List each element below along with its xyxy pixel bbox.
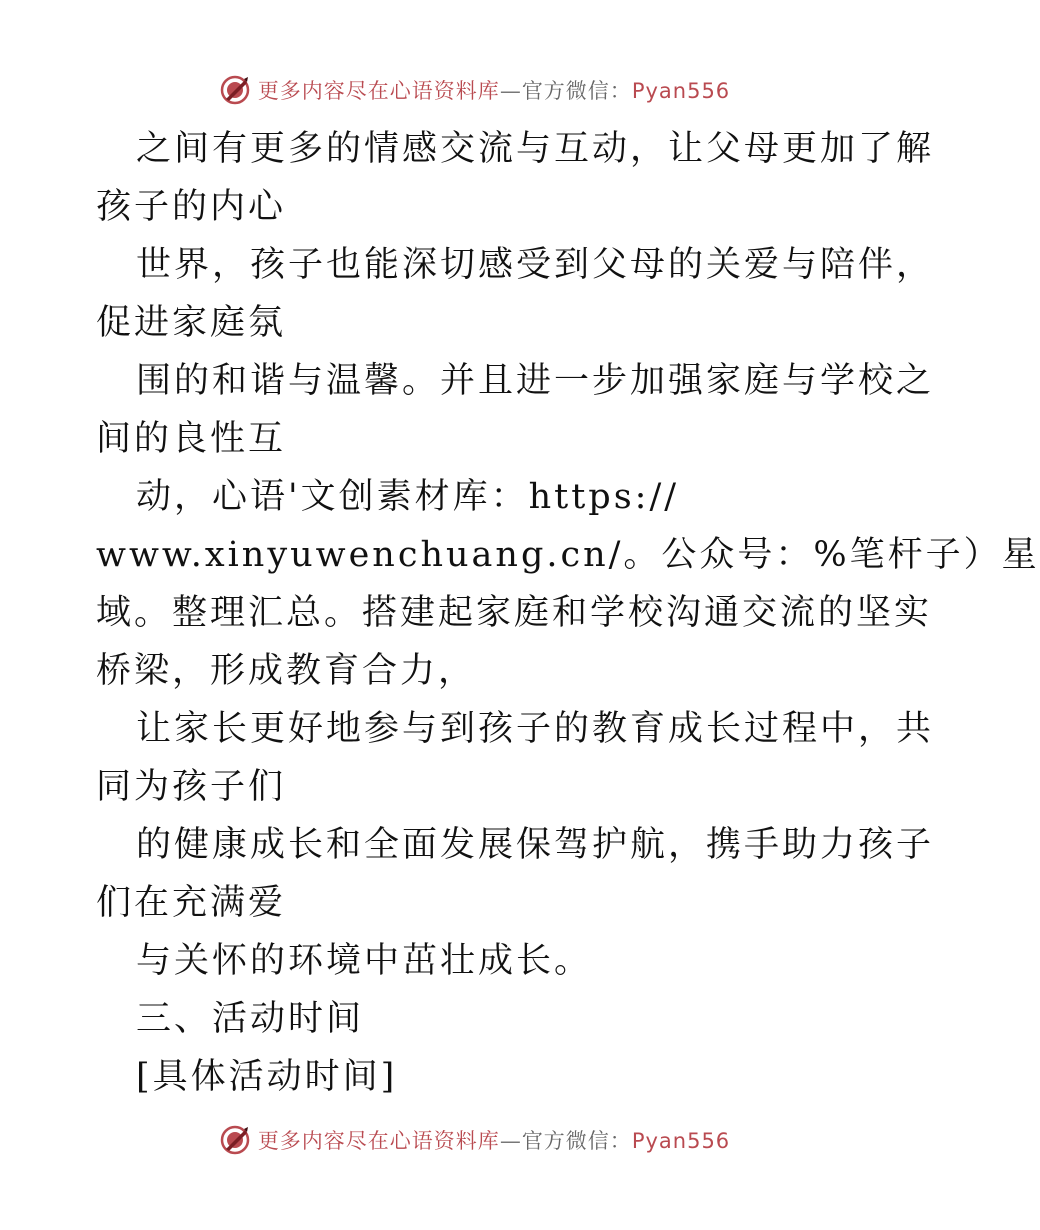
footer-wechat-id: Pyan556 [631,1129,731,1153]
section-heading: 三、活动时间 [136,999,365,1039]
quill-pen-logo-icon [220,1125,250,1155]
body-line: 孩子的内心 [96,187,287,227]
footer-watermark [0,1120,950,1160]
body-line: 围的和谐与温馨。并且进一步加强家庭与学校之 [136,361,935,401]
body-line: 同为孩子们 [96,767,287,807]
header-wechat-id: Pyan556 [631,79,731,103]
body-line: 域。整理汇总。搭建起家庭和学校沟通交流的坚实 [96,593,933,633]
body-line: 的健康成长和全面发展保驾护航，携手助力孩子 [136,825,935,865]
body-line: 促进家庭氛 [96,303,287,343]
body-line: 们在充满爱 [96,883,287,923]
quill-pen-logo-icon [220,75,250,105]
header-banner-text [258,75,730,105]
header-site-text: 更多内容尽在心语资料库 [257,79,500,103]
footer-banner-text [258,1125,730,1155]
body-line: 之间有更多的情感交流与互动，让父母更加了解 [136,129,935,169]
header-dash: — [499,79,522,103]
body-line: 与关怀的环境中茁壮成长。 [136,941,593,981]
body-line: 让家长更好地参与到孩子的教育成长过程中，共 [136,709,935,749]
footer-dash: — [499,1129,522,1153]
document-body [96,120,1040,1106]
footer-site-text: 更多内容尽在心语资料库 [257,1129,500,1153]
body-line: www.xinyuwenchuang.cn/。公众号：%笔杆子）星 [96,535,1040,575]
header-watermark [0,70,950,110]
body-line: [具体活动时间] [136,1057,398,1097]
body-line: 世界，孩子也能深切感受到父母的关爱与陪伴， [136,245,935,285]
footer-official-label: 官方微信： [521,1129,632,1153]
body-line: 动，心语'文创素材库：https:// [136,477,680,517]
body-line: 桥梁，形成教育合力， [96,651,477,691]
body-line: 间的良性互 [96,419,287,459]
header-official-label: 官方微信： [521,79,632,103]
